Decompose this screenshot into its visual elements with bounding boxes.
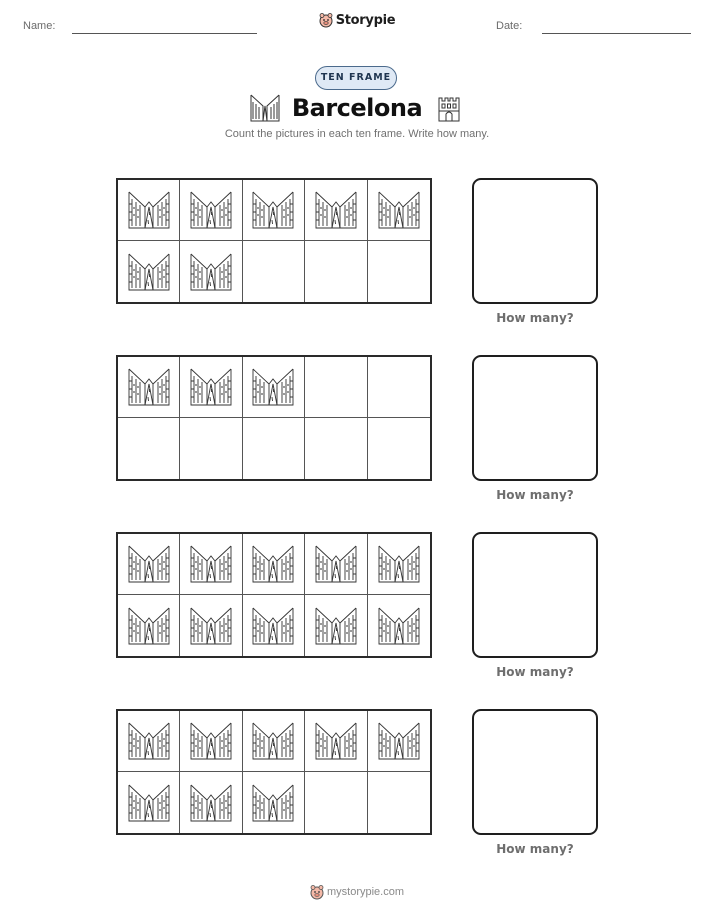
- street-perspective-icon: [128, 721, 170, 761]
- street-perspective-icon: [378, 721, 420, 761]
- street-perspective-icon: [252, 190, 294, 230]
- answer-box[interactable]: [472, 532, 598, 658]
- ten-frame-cell: [180, 534, 242, 595]
- ten-frame-cell: [118, 241, 180, 302]
- street-perspective-icon: [252, 544, 294, 584]
- date-line[interactable]: [542, 33, 691, 34]
- street-perspective-icon: [252, 606, 294, 646]
- ten-frame-cell: [368, 241, 430, 302]
- street-perspective-icon: [252, 783, 294, 823]
- ten-frame: [116, 532, 432, 658]
- ten-frame-cell: [180, 241, 242, 302]
- ten-frame-cell: [243, 418, 305, 479]
- ten-frame-cell: [118, 418, 180, 479]
- street-perspective-icon: [315, 190, 357, 230]
- answer-box[interactable]: [472, 355, 598, 481]
- castle-tower-icon: [437, 94, 461, 122]
- street-perspective-icon: [128, 367, 170, 407]
- title-row: [0, 92, 714, 124]
- brand-name: Storypie: [335, 12, 396, 28]
- ten-frame-cell: [243, 357, 305, 418]
- ten-frame-cell: [368, 180, 430, 241]
- ten-frame-cell: [305, 711, 367, 772]
- answer-box[interactable]: [472, 178, 598, 304]
- ten-frame-cell: [243, 772, 305, 833]
- how-many-label: How many?: [496, 311, 574, 325]
- street-perspective-icon: [190, 367, 232, 407]
- ten-frame-cell: [305, 180, 367, 241]
- street-perspective-icon: [128, 783, 170, 823]
- ten-frame-cell: [243, 534, 305, 595]
- ten-frame-cell: [305, 418, 367, 479]
- how-many-label: How many?: [496, 488, 574, 502]
- ten-frame-cell: [180, 180, 242, 241]
- ten-frame-cell: [180, 418, 242, 479]
- ten-frame-cell: [118, 180, 180, 241]
- street-perspective-icon: [315, 721, 357, 761]
- how-many-label: How many?: [496, 665, 574, 679]
- ten-frame-cell: [180, 711, 242, 772]
- ten-frame-cell: [243, 180, 305, 241]
- ten-frame-cell: [368, 711, 430, 772]
- street-perspective-icon: [128, 252, 170, 292]
- ten-frame-cell: [243, 241, 305, 302]
- ten-frame-cell: [118, 772, 180, 833]
- ten-frame-cell: [305, 772, 367, 833]
- street-perspective-icon: [315, 544, 357, 584]
- street-perspective-icon: [190, 783, 232, 823]
- answer-box[interactable]: [472, 709, 598, 835]
- street-perspective-icon: [252, 367, 294, 407]
- ten-frame-cell: [305, 357, 367, 418]
- date-label: Date:: [496, 20, 523, 32]
- ten-frame: [116, 355, 432, 481]
- street-perspective-icon: [190, 252, 232, 292]
- ten-frame-cell: [118, 357, 180, 418]
- name-line[interactable]: [72, 33, 257, 34]
- ten-frame-cell: [180, 595, 242, 656]
- ten-frame-cell: [368, 595, 430, 656]
- ten-frame-cell: [243, 711, 305, 772]
- street-perspective-icon: [190, 190, 232, 230]
- street-perspective-icon: [128, 190, 170, 230]
- ten-frame-cell: [368, 534, 430, 595]
- ten-frame-cell: [118, 711, 180, 772]
- pig-mascot-icon: [310, 884, 324, 900]
- street-perspective-icon: [252, 721, 294, 761]
- ten-frame-cell: [243, 595, 305, 656]
- pig-mascot-icon: [319, 12, 333, 28]
- ten-frame-cell: [118, 534, 180, 595]
- ten-frame-cell: [368, 357, 430, 418]
- ten-frame-cell: [305, 595, 367, 656]
- footer-url[interactable]: mystorypie.com: [326, 886, 405, 898]
- instructions: Count the pictures in each ten frame. Write how many.: [224, 128, 490, 140]
- street-perspective-icon: [128, 544, 170, 584]
- street-perspective-icon: [378, 190, 420, 230]
- street-perspective-icon: [378, 606, 420, 646]
- ten-frame-cell: [118, 595, 180, 656]
- street-perspective-icon: [315, 606, 357, 646]
- ten-frame-cell: [368, 418, 430, 479]
- ten-frame-cell: [305, 241, 367, 302]
- street-perspective-icon: [190, 544, 232, 584]
- ten-frame-badge: TEN FRAME: [315, 66, 397, 90]
- ten-frame-cell: [368, 772, 430, 833]
- ten-frame: [116, 178, 432, 304]
- name-label: Name:: [23, 20, 56, 32]
- how-many-label: How many?: [496, 842, 574, 856]
- street-perspective-icon: [190, 721, 232, 761]
- street-perspective-icon: [378, 544, 420, 584]
- brand-logo: [0, 12, 714, 32]
- ten-frame: [116, 709, 432, 835]
- street-perspective-icon: [190, 606, 232, 646]
- footer: [0, 884, 714, 904]
- page-title: Barcelona: [291, 94, 423, 122]
- ten-frame-cell: [180, 357, 242, 418]
- ten-frame-cell: [180, 772, 242, 833]
- street-perspective-icon: [128, 606, 170, 646]
- ten-frame-cell: [305, 534, 367, 595]
